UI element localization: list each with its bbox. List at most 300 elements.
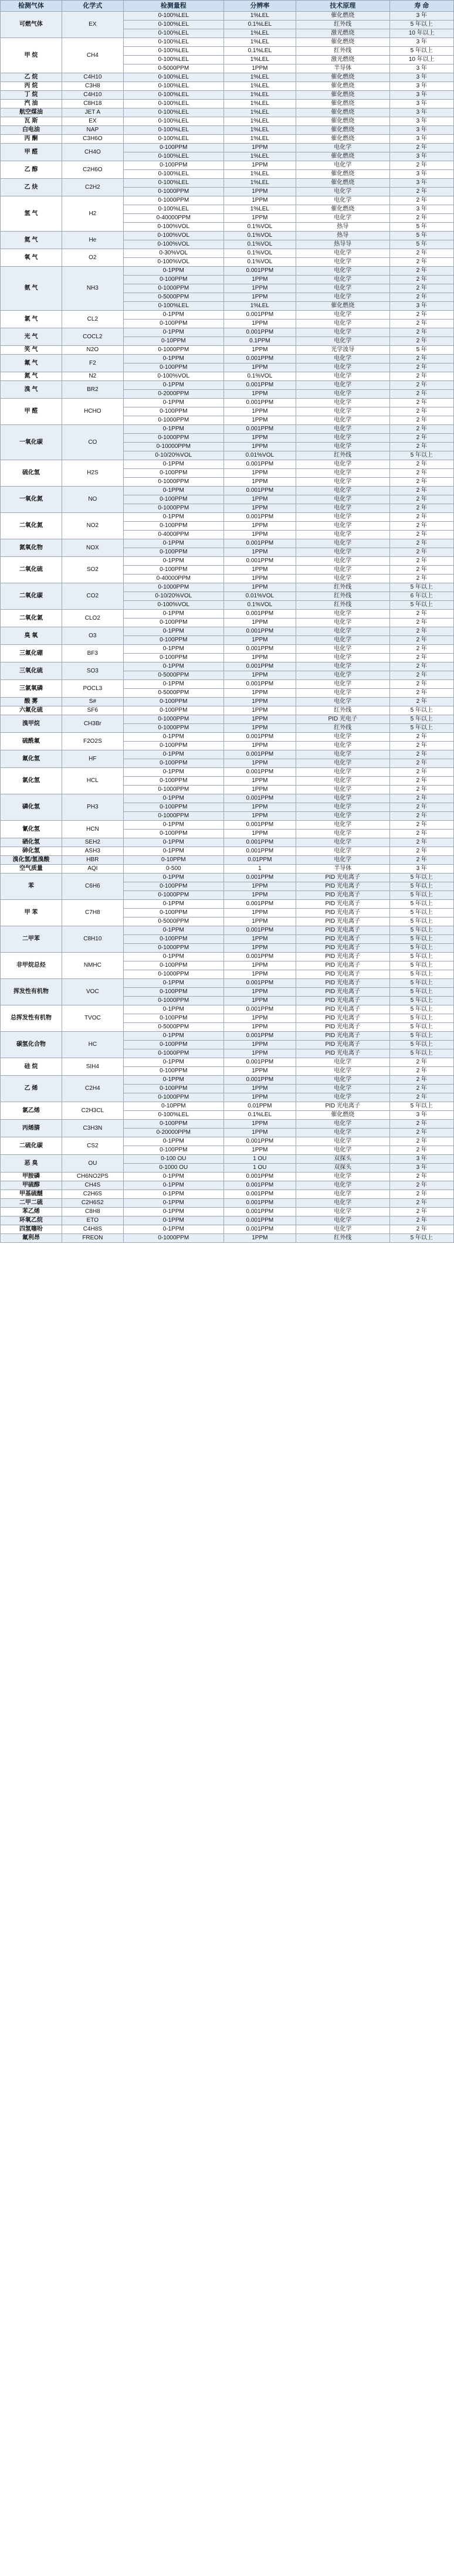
cell-resolution: 0.001PPM	[223, 794, 296, 803]
cell-resolution: 1PPM	[223, 583, 296, 592]
cell-gas-name: 砷化氢	[1, 847, 62, 856]
cell-technology: 电化学	[296, 320, 389, 328]
cell-formula: NAP	[62, 126, 123, 135]
cell-range: 0-1PPM	[123, 1216, 223, 1225]
cell-resolution: 0.001PPM	[223, 979, 296, 988]
cell-resolution: 0.1%LEL	[223, 47, 296, 56]
cell-technology: 电化学	[296, 733, 389, 742]
cell-range: 0-1000PPM	[123, 997, 223, 1005]
cell-range: 0-1PPM	[123, 1199, 223, 1208]
cell-range: 0-1PPM	[123, 399, 223, 407]
cell-range: 0-100PPM	[123, 1120, 223, 1129]
cell-formula: CH4	[62, 38, 123, 73]
cell-technology: 电化学	[296, 328, 389, 337]
cell-technology: 电化学	[296, 416, 389, 425]
cell-life: 3 年	[389, 126, 453, 135]
cell-range: 0-100PPM	[123, 830, 223, 838]
cell-life: 2 年	[389, 399, 453, 407]
cell-formula: SO3	[62, 662, 123, 680]
cell-technology: PID 光电离子	[296, 988, 389, 997]
cell-formula: C6H6	[62, 874, 123, 900]
cell-technology: PID 光电离子	[296, 1032, 389, 1041]
cell-technology: 电化学	[296, 1208, 389, 1216]
cell-gas-name: 碳氢化合物	[1, 1032, 62, 1058]
cell-technology: PID 光电子	[296, 715, 389, 724]
cell-life: 3 年	[389, 12, 453, 21]
cell-resolution: 0.001PPM	[223, 874, 296, 882]
cell-resolution: 0.1%VOL	[223, 372, 296, 381]
cell-range: 0-100PPM	[123, 548, 223, 557]
cell-technology: 红外线	[296, 592, 389, 601]
cell-gas-name: 二甲二硫	[1, 1199, 62, 1208]
table-row	[1, 979, 454, 988]
cell-gas-name: 氨 气	[1, 267, 62, 311]
cell-resolution: 0.001PPM	[223, 847, 296, 856]
cell-life: 2 年	[389, 214, 453, 223]
cell-resolution: 1PPM	[223, 363, 296, 372]
table-row	[1, 1137, 454, 1146]
cell-resolution: 1PPM	[223, 724, 296, 733]
cell-life: 5 年	[389, 346, 453, 355]
cell-formula: C3H6O	[62, 135, 123, 144]
cell-technology: 电化学	[296, 355, 389, 363]
cell-gas-name: 二氧化硫	[1, 557, 62, 583]
cell-technology: 电化学	[296, 794, 389, 803]
table-row	[1, 794, 454, 803]
cell-technology: 电化学	[296, 1190, 389, 1199]
cell-life: 2 年	[389, 847, 453, 856]
cell-formula: HC	[62, 1032, 123, 1058]
cell-life: 2 年	[389, 671, 453, 680]
cell-formula: HBR	[62, 856, 123, 865]
cell-range: 0-40000PPM	[123, 214, 223, 223]
cell-life: 2 年	[389, 548, 453, 557]
cell-resolution: 0.001PPM	[223, 1137, 296, 1146]
cell-life: 5 年以上	[389, 601, 453, 610]
cell-formula: SO2	[62, 557, 123, 583]
cell-technology: 电化学	[296, 654, 389, 662]
cell-technology: 电化学	[296, 1225, 389, 1234]
cell-life: 2 年	[389, 803, 453, 812]
cell-technology: 催化燃烧	[296, 179, 389, 188]
cell-gas-name: 丁 烷	[1, 91, 62, 100]
cell-range: 0-1PPM	[123, 1190, 223, 1199]
cell-technology: 电化学	[296, 161, 389, 170]
cell-formula: CO2	[62, 583, 123, 610]
cell-formula: C4H10	[62, 91, 123, 100]
table-row	[1, 108, 454, 117]
cell-technology: 电化学	[296, 777, 389, 786]
cell-formula: OU	[62, 1155, 123, 1173]
cell-technology: 电化学	[296, 399, 389, 407]
cell-technology: 电化学	[296, 337, 389, 346]
cell-life: 2 年	[389, 812, 453, 821]
cell-range: 0-1PPM	[123, 821, 223, 830]
table-row	[1, 706, 454, 715]
cell-technology: PID 光电离子	[296, 909, 389, 917]
cell-gas-name: 溴化氢/氢溴酸	[1, 856, 62, 865]
cell-range: 0-100%LEL	[123, 205, 223, 214]
cell-life: 2 年	[389, 337, 453, 346]
cell-resolution: 1PPM	[223, 997, 296, 1005]
cell-life: 2 年	[389, 1058, 453, 1067]
cell-range: 0-100%VOL	[123, 258, 223, 267]
cell-technology: 电化学	[296, 1085, 389, 1093]
cell-life: 2 年	[389, 1137, 453, 1146]
col-header-technology: 技术原理	[296, 1, 389, 12]
cell-resolution: 1PPM	[223, 759, 296, 768]
cell-technology: 热导	[296, 223, 389, 232]
cell-resolution: 1PPM	[223, 742, 296, 750]
cell-technology: 红外线	[296, 583, 389, 592]
cell-life: 2 年	[389, 258, 453, 267]
cell-resolution: 1PPM	[223, 909, 296, 917]
cell-resolution: 1PPM	[223, 443, 296, 451]
cell-resolution: 1PPM	[223, 144, 296, 152]
cell-resolution: 0.001PPM	[223, 355, 296, 363]
cell-technology: 电化学	[296, 425, 389, 434]
cell-life: 2 年	[389, 618, 453, 627]
cell-life: 3 年	[389, 117, 453, 126]
cell-technology: 电化学	[296, 812, 389, 821]
cell-resolution: 1%LEL	[223, 205, 296, 214]
cell-resolution: 0.001PPM	[223, 900, 296, 909]
cell-gas-name: 三氧化硫	[1, 662, 62, 680]
cell-technology: PID 光电离子	[296, 1023, 389, 1032]
cell-range: 0-2000PPM	[123, 390, 223, 399]
cell-technology: PID 光电离子	[296, 926, 389, 935]
cell-life: 5 年以上	[389, 944, 453, 953]
cell-life: 3 年	[389, 170, 453, 179]
cell-technology: 电化学	[296, 1076, 389, 1085]
cell-life: 2 年	[389, 856, 453, 865]
cell-formula: F2O2S	[62, 733, 123, 750]
cell-range: 0-100PPM	[123, 654, 223, 662]
cell-resolution: 0.001PPM	[223, 311, 296, 320]
cell-technology: 电化学	[296, 188, 389, 196]
cell-gas-name: 氟化氢	[1, 750, 62, 768]
cell-life: 3 年	[389, 38, 453, 47]
cell-life: 2 年	[389, 276, 453, 284]
cell-range: 0-5000PPM	[123, 671, 223, 680]
cell-life: 5 年	[389, 240, 453, 249]
cell-resolution: 1PPM	[223, 504, 296, 513]
table-row	[1, 346, 454, 355]
cell-technology: PID 光电离子	[296, 1102, 389, 1111]
cell-range: 0-1000PPM	[123, 416, 223, 425]
cell-technology: 电化学	[296, 311, 389, 320]
cell-formula: S#	[62, 698, 123, 706]
cell-resolution: 1PPM	[223, 434, 296, 443]
cell-formula: CH4O	[62, 144, 123, 161]
cell-technology: 电化学	[296, 689, 389, 698]
table-row	[1, 381, 454, 390]
cell-gas-name: 乙 烷	[1, 73, 62, 82]
cell-life: 5 年以上	[389, 724, 453, 733]
cell-gas-name: 氯乙烯	[1, 1102, 62, 1120]
cell-life: 2 年	[389, 830, 453, 838]
table-row	[1, 865, 454, 874]
cell-life: 2 年	[389, 750, 453, 759]
table-row	[1, 1058, 454, 1067]
table-row	[1, 513, 454, 522]
cell-formula: NO2	[62, 513, 123, 539]
cell-formula: BF3	[62, 645, 123, 662]
cell-formula: C4H10	[62, 73, 123, 82]
cell-life: 5 年以上	[389, 1102, 453, 1111]
cell-technology: 半导体	[296, 865, 389, 874]
cell-technology: 电化学	[296, 847, 389, 856]
cell-range: 0-1PPM	[123, 1208, 223, 1216]
cell-life: 2 年	[389, 161, 453, 170]
cell-life: 2 年	[389, 196, 453, 205]
cell-gas-name: 氟利昂	[1, 1234, 62, 1243]
cell-range: 0-500	[123, 865, 223, 874]
cell-gas-name: 一氧化氮	[1, 487, 62, 513]
cell-range: 0-1PPM	[123, 460, 223, 469]
cell-formula: HF	[62, 750, 123, 768]
cell-range: 0-1PPM	[123, 926, 223, 935]
table-row	[1, 1225, 454, 1234]
cell-technology: 激光燃烧	[296, 29, 389, 38]
cell-resolution: 0.001PPM	[223, 539, 296, 548]
cell-life: 2 年	[389, 821, 453, 830]
table-row	[1, 460, 454, 469]
cell-resolution: 0.001PPM	[223, 821, 296, 830]
cell-range: 0-20000PPM	[123, 1129, 223, 1137]
cell-life: 2 年	[389, 355, 453, 363]
cell-life: 2 年	[389, 487, 453, 495]
cell-resolution: 1%LEL	[223, 152, 296, 161]
cell-resolution: 1PPM	[223, 786, 296, 794]
cell-life: 2 年	[389, 654, 453, 662]
cell-formula: PH3	[62, 794, 123, 821]
cell-technology: 电化学	[296, 566, 389, 575]
cell-life: 5 年以上	[389, 988, 453, 997]
table-row	[1, 1208, 454, 1216]
cell-range: 0-1PPM	[123, 328, 223, 337]
cell-technology: 电化学	[296, 267, 389, 276]
cell-technology: 红外线	[296, 601, 389, 610]
table-row	[1, 126, 454, 135]
cell-life: 5 年以上	[389, 926, 453, 935]
cell-gas-name: 磷化氢	[1, 794, 62, 821]
cell-technology: PID 光电离子	[296, 874, 389, 882]
table-row	[1, 1181, 454, 1190]
cell-technology: PID 光电离子	[296, 900, 389, 909]
cell-technology: 电化学	[296, 522, 389, 531]
cell-gas-name: 四氢噻吩	[1, 1225, 62, 1234]
cell-range: 0-1PPM	[123, 645, 223, 654]
cell-resolution: 1%LEL	[223, 126, 296, 135]
cell-range: 0-100%VOL	[123, 223, 223, 232]
cell-technology: 电化学	[296, 372, 389, 381]
cell-life: 2 年	[389, 425, 453, 434]
cell-gas-name: 空气质量	[1, 865, 62, 874]
table-row	[1, 583, 454, 592]
cell-range: 0-100%LEL	[123, 82, 223, 91]
cell-resolution: 1PPM	[223, 1049, 296, 1058]
cell-technology: PID 光电离子	[296, 979, 389, 988]
cell-range: 0-100PPM	[123, 566, 223, 575]
cell-range: 0-1000PPM	[123, 583, 223, 592]
cell-resolution: 1%LEL	[223, 56, 296, 64]
cell-resolution: 1PPM	[223, 188, 296, 196]
cell-life: 2 年	[389, 504, 453, 513]
cell-formula: POCL3	[62, 680, 123, 698]
cell-range: 0-1PPM	[123, 680, 223, 689]
cell-resolution: 0.1%LEL	[223, 1111, 296, 1120]
cell-technology: 电化学	[296, 1199, 389, 1208]
cell-formula: H2S	[62, 460, 123, 487]
cell-range: 0-1PPM	[123, 794, 223, 803]
cell-resolution: 0.001PPM	[223, 399, 296, 407]
cell-technology: 电化学	[296, 1181, 389, 1190]
table-row	[1, 856, 454, 865]
cell-resolution: 0.001PPM	[223, 926, 296, 935]
cell-gas-name: 瓦 斯	[1, 117, 62, 126]
cell-resolution: 1PPM	[223, 293, 296, 302]
cell-resolution: 0.01PPM	[223, 856, 296, 865]
table-row	[1, 135, 454, 144]
cell-range: 0-100%LEL	[123, 29, 223, 38]
cell-technology: 电化学	[296, 548, 389, 557]
cell-resolution: 0.001PPM	[223, 1216, 296, 1225]
cell-resolution: 1PPM	[223, 1234, 296, 1243]
cell-resolution: 0.001PPM	[223, 662, 296, 671]
cell-technology: 催化燃烧	[296, 38, 389, 47]
cell-range: 0-1PPM	[123, 513, 223, 522]
table-row	[1, 12, 454, 21]
cell-resolution: 1PPM	[223, 548, 296, 557]
cell-range: 0-100%LEL	[123, 1111, 223, 1120]
cell-formula: C2H3CL	[62, 1102, 123, 1120]
cell-life: 2 年	[389, 794, 453, 803]
cell-life: 5 年以上	[389, 47, 453, 56]
cell-life: 5 年以上	[389, 1041, 453, 1049]
cell-gas-name: 笑 气	[1, 346, 62, 355]
cell-life: 2 年	[389, 759, 453, 768]
cell-life: 2 年	[389, 478, 453, 487]
cell-life: 2 年	[389, 777, 453, 786]
cell-life: 5 年以上	[389, 953, 453, 961]
cell-resolution: 0.001PPM	[223, 680, 296, 689]
cell-resolution: 1%LEL	[223, 117, 296, 126]
cell-technology: 热导导	[296, 240, 389, 249]
cell-range: 0-100%LEL	[123, 100, 223, 108]
cell-life: 2 年	[389, 416, 453, 425]
cell-gas-name: 六氟化硫	[1, 706, 62, 715]
cell-life: 2 年	[389, 636, 453, 645]
cell-range: 0-100PPM	[123, 742, 223, 750]
cell-life: 2 年	[389, 1173, 453, 1181]
cell-formula: C3H3N	[62, 1120, 123, 1137]
cell-resolution: 0.001PPM	[223, 768, 296, 777]
cell-range: 0-100PPM	[123, 909, 223, 917]
cell-technology: 电化学	[296, 276, 389, 284]
cell-technology: 电化学	[296, 662, 389, 671]
cell-range: 0-5000PPM	[123, 64, 223, 73]
table-row	[1, 232, 454, 240]
cell-gas-name: 丙 酮	[1, 135, 62, 144]
cell-range: 0-10PPM	[123, 856, 223, 865]
cell-gas-name: 甲胺磷	[1, 1173, 62, 1181]
cell-resolution: 1PPM	[223, 706, 296, 715]
cell-resolution: 1 OU	[223, 1164, 296, 1173]
cell-resolution: 1PPM	[223, 1014, 296, 1023]
header-row	[1, 1, 454, 12]
cell-technology: 电化学	[296, 557, 389, 566]
cell-gas-name: 丙 烷	[1, 82, 62, 91]
table-row	[1, 267, 454, 276]
col-header-gas: 检测气体	[1, 1, 62, 12]
cell-formula: C2H6S	[62, 1190, 123, 1199]
cell-technology: 电化学	[296, 504, 389, 513]
cell-range: 0-5000PPM	[123, 293, 223, 302]
cell-technology: 电化学	[296, 1173, 389, 1181]
cell-life: 5 年以上	[389, 874, 453, 882]
cell-resolution: 0.001PPM	[223, 750, 296, 759]
cell-range: 0-100PPM	[123, 320, 223, 328]
cell-range: 0-1PPM	[123, 610, 223, 618]
cell-resolution: 1PPM	[223, 1041, 296, 1049]
cell-life: 2 年	[389, 1199, 453, 1208]
cell-technology: 电化学	[296, 363, 389, 372]
cell-resolution: 1%LEL	[223, 29, 296, 38]
cell-life: 5 年以上	[389, 900, 453, 909]
cell-formula: CH6NO2PS	[62, 1173, 123, 1181]
cell-technology: 电化学	[296, 1067, 389, 1076]
cell-gas-name: 环氧乙烷	[1, 1216, 62, 1225]
cell-range: 0-1000PPM	[123, 724, 223, 733]
cell-range: 0-5000PPM	[123, 1023, 223, 1032]
cell-life: 2 年	[389, 768, 453, 777]
cell-technology: 红外线	[296, 724, 389, 733]
cell-range: 0-1000PPM	[123, 970, 223, 979]
table-row	[1, 539, 454, 548]
cell-resolution: 1PPM	[223, 654, 296, 662]
cell-range: 0-100PPM	[123, 363, 223, 372]
cell-life: 2 年	[389, 407, 453, 416]
cell-technology: 催化燃烧	[296, 117, 389, 126]
table-row	[1, 627, 454, 636]
cell-life: 5 年以上	[389, 1005, 453, 1014]
cell-technology: 电化学	[296, 196, 389, 205]
cell-resolution: 1PPM	[223, 636, 296, 645]
cell-life: 5 年以上	[389, 451, 453, 460]
cell-technology: PID 光电离子	[296, 997, 389, 1005]
cell-gas-name: 硒化氢	[1, 838, 62, 847]
cell-technology: 催化燃烧	[296, 302, 389, 311]
cell-gas-name: 甲 醛	[1, 144, 62, 161]
cell-technology: 电化学	[296, 1058, 389, 1067]
cell-gas-name: 苯乙烯	[1, 1208, 62, 1216]
cell-technology: 电化学	[296, 487, 389, 495]
cell-formula: C8H18	[62, 100, 123, 108]
cell-technology: 电化学	[296, 407, 389, 416]
cell-gas-name: 白电油	[1, 126, 62, 135]
cell-resolution: 0.001PPM	[223, 1173, 296, 1181]
table-row	[1, 425, 454, 434]
cell-gas-name: 挥发性有机物	[1, 979, 62, 1005]
cell-range: 0-1000PPM	[123, 944, 223, 953]
cell-range: 0-5000PPM	[123, 689, 223, 698]
cell-technology: PID 光电离子	[296, 1041, 389, 1049]
cell-technology: 电化学	[296, 786, 389, 794]
cell-range: 0-100%LEL	[123, 56, 223, 64]
table-row	[1, 838, 454, 847]
cell-range: 0-1000 OU	[123, 1164, 223, 1173]
